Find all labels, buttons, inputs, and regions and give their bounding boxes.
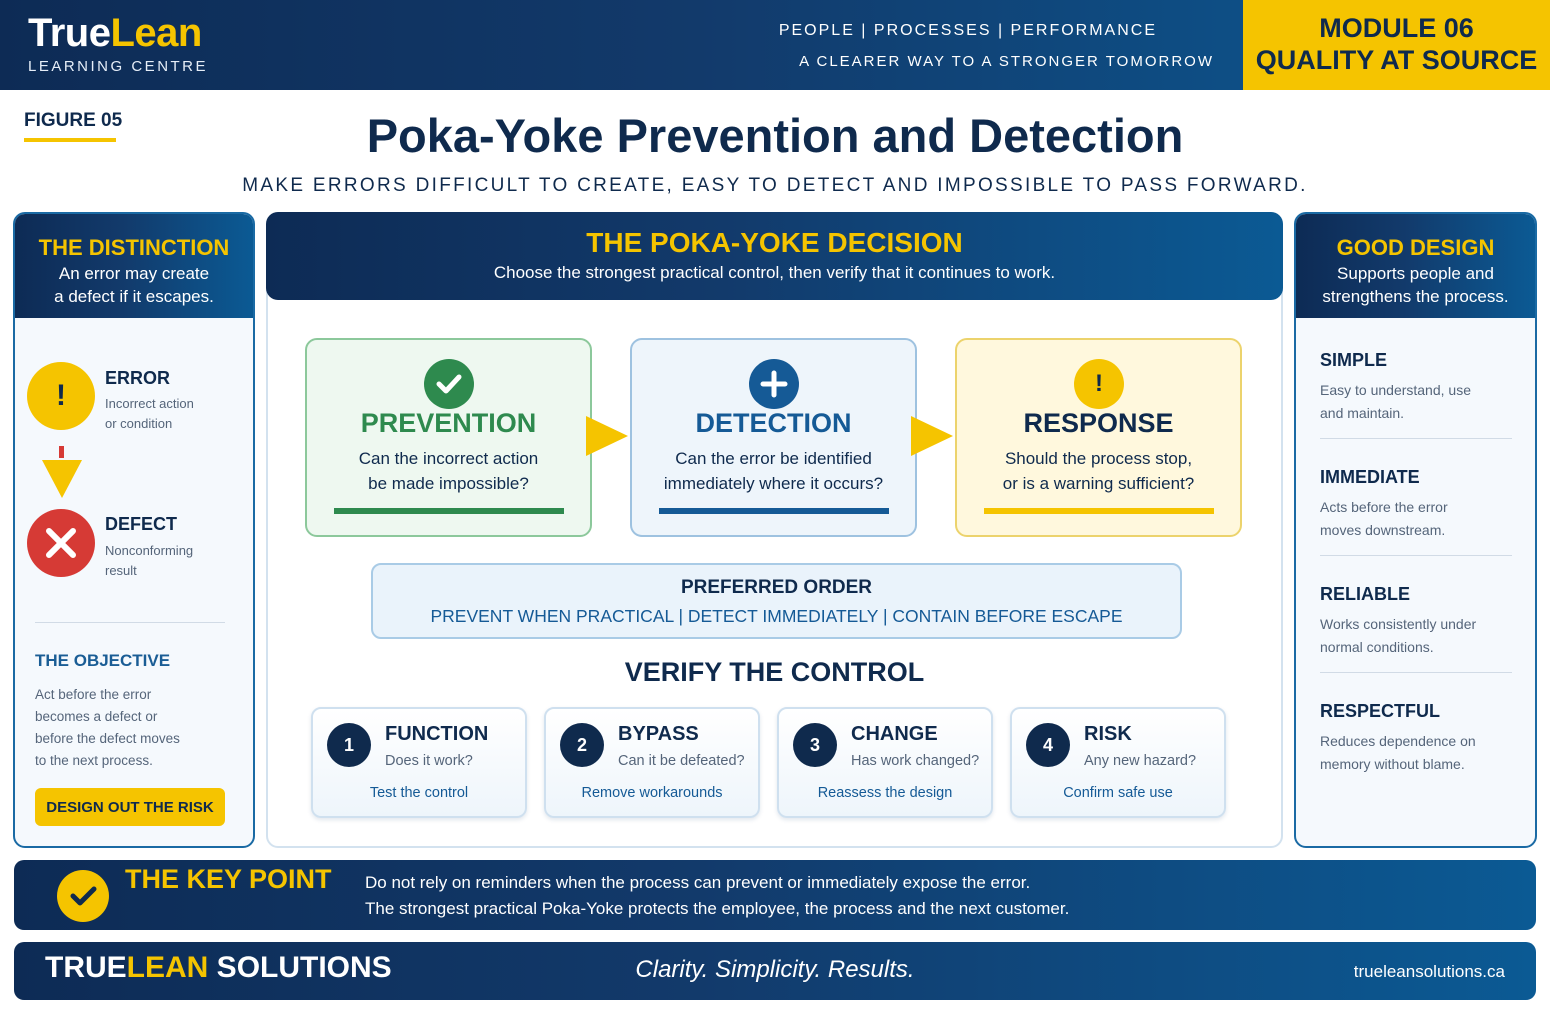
check-icon (57, 870, 109, 922)
good-design-item-title: RELIABLE (1320, 584, 1410, 604)
divider (35, 622, 225, 623)
good-design-item-title: IMMEDIATE (1320, 467, 1420, 487)
brand-name-part1: True (28, 11, 111, 55)
preferred-order-title: PREFERRED ORDER (680, 577, 873, 598)
page-title: Poka-Yoke Prevention and Detection (366, 109, 1184, 162)
key-point-banner (14, 860, 1536, 930)
page-subtitle: MAKE ERRORS DIFFICULT TO CREATE, EASY TO DETECT AND IMPOSSIBLE TO PASS FORWARD. (242, 175, 1308, 196)
objective-line: becomes a defect or (35, 709, 158, 724)
distinction-header (15, 214, 253, 318)
step-number-badge: 4 (1026, 723, 1070, 767)
plus-icon (749, 359, 799, 409)
footer-slogan: Clarity. Simplicity. Results. (635, 956, 915, 983)
distinction-intro-line2: a defect if it escapes. (54, 287, 214, 306)
good-design-item-line: normal conditions. (1320, 639, 1434, 655)
check-action: Confirm safe use (1063, 785, 1173, 801)
step-number-badge: 2 (560, 723, 604, 767)
footer-brand-part2: LEAN (126, 951, 209, 984)
good-design-item-respectful (1320, 701, 1512, 776)
step-number-badge: 3 (793, 723, 837, 767)
preferred-order-text: PREVENT WHEN PRACTICAL | DETECT IMMEDIATELY | CONTAIN BEFORE ESCAPE (430, 606, 1123, 626)
prevention-question (317, 446, 580, 496)
error-title: ERROR (105, 368, 171, 388)
detection-card (630, 338, 917, 537)
check-title: FUNCTION (385, 723, 489, 745)
objective-line: before the defect moves (35, 731, 180, 746)
module-badge (1243, 0, 1550, 90)
error-desc-line1: Incorrect action (105, 396, 194, 411)
figure-label: FIGURE 05 (24, 110, 123, 131)
good-design-item-line: Easy to understand, use (1320, 382, 1471, 398)
divider (1320, 672, 1512, 673)
good-design-intro-line1: Supports people and (1337, 264, 1494, 283)
detection-question (642, 446, 905, 496)
check-title: BYPASS (618, 723, 699, 745)
flow-arrow-icon (911, 416, 953, 456)
check-card-risk (1010, 707, 1226, 818)
check-action: Test the control (369, 785, 469, 801)
check-question: Can it be defeated? (618, 753, 745, 769)
down-arrow-icon (41, 446, 83, 500)
response-question-line1: Should the process stop, (1004, 449, 1193, 468)
objective-line: to the next process. (35, 753, 153, 768)
check-question: Any new hazard? (1084, 753, 1197, 769)
distinction-panel (13, 212, 255, 848)
good-design-item-title: RESPECTFUL (1320, 701, 1441, 721)
prevention-question-line1: Can the incorrect action (358, 449, 539, 468)
brand-subtitle: LEARNING CENTRE (28, 58, 209, 75)
detection-bar (659, 508, 889, 514)
good-design-header (1296, 214, 1535, 318)
brand-name-part2: Lean (110, 11, 202, 55)
check-title: RISK (1084, 723, 1132, 745)
defect-desc-line2: result (105, 563, 137, 578)
preferred-order-box (371, 563, 1182, 639)
defect-description (105, 541, 193, 581)
distinction-heading: THE DISTINCTION (38, 235, 230, 260)
check-title: CHANGE (851, 723, 938, 745)
flow-arrow-icon (586, 416, 628, 456)
header-banner (0, 0, 1550, 90)
detection-question-line2: immediately where it occurs? (663, 474, 884, 493)
prevention-question-line2: be made impossible? (368, 474, 529, 493)
response-title: RESPONSE (1023, 408, 1174, 438)
decision-panel (266, 212, 1283, 848)
check-card-function (311, 707, 527, 818)
brand-logo (28, 10, 208, 75)
divider (1320, 438, 1512, 439)
good-design-item-line: moves downstream. (1320, 522, 1446, 538)
check-icon (424, 359, 474, 409)
good-design-item-line: and maintain. (1320, 405, 1405, 421)
objective-line: Act before the error (35, 687, 152, 702)
check-action: Remove workarounds (581, 785, 723, 801)
check-question: Has work changed? (851, 753, 980, 769)
tagline-primary: PEOPLE | PROCESSES | PERFORMANCE (778, 22, 1157, 39)
response-question (967, 446, 1230, 496)
design-out-risk-button[interactable]: DESIGN OUT THE RISK (35, 788, 225, 826)
good-design-item-immediate (1320, 467, 1512, 542)
check-action: Reassess the design (817, 785, 953, 801)
good-design-panel (1294, 212, 1537, 848)
module-name: QUALITY AT SOURCE (1255, 45, 1538, 75)
brand-name (28, 10, 208, 56)
prevention-card (305, 338, 592, 537)
key-point-line2: The strongest practical Poka-Yoke protects the employee, the process and the next customer. (365, 899, 1070, 918)
step-number-badge: 1 (327, 723, 371, 767)
decision-header (266, 212, 1283, 300)
objective-title: THE OBJECTIVE (35, 651, 171, 670)
objective-text (35, 684, 235, 772)
key-point-line1: Do not rely on reminders when the process can prevent or immediately expose the error. (365, 873, 1031, 892)
good-design-item-reliable (1320, 584, 1512, 659)
good-design-intro-line2: strengthens the process. (1322, 287, 1509, 306)
good-design-item-line: memory without blame. (1320, 756, 1465, 772)
footer-brand-part1: TRUE (45, 951, 127, 984)
footer (14, 942, 1536, 1000)
good-design-item-line: Reduces dependence on (1320, 733, 1476, 749)
key-point-title: THE KEY POINT (125, 864, 332, 894)
tagline-secondary: A CLEARER WAY TO A STRONGER TOMORROW (799, 53, 1214, 70)
good-design-item-line: Works consistently under (1320, 616, 1477, 632)
check-question: Does it work? (385, 753, 473, 769)
decision-intro: Choose the strongest practical control, then verify that it continues to work. (493, 263, 1056, 282)
check-card-bypass (544, 707, 760, 818)
error-warning-icon: ! (27, 362, 95, 430)
defect-title: DEFECT (105, 514, 177, 534)
footer-brand-part3: SOLUTIONS (208, 951, 392, 984)
prevention-title: PREVENTION (360, 408, 537, 438)
response-bar (984, 508, 1214, 514)
good-design-item-line: Acts before the error (1320, 499, 1448, 515)
warning-icon: ! (1074, 359, 1124, 409)
good-design-item-simple (1320, 350, 1512, 425)
response-card (955, 338, 1242, 537)
module-number: MODULE 06 (1319, 13, 1474, 43)
good-design-item-title: SIMPLE (1320, 350, 1388, 370)
defect-x-icon (27, 509, 95, 577)
verify-title: VERIFY THE CONTROL (624, 657, 925, 687)
distinction-intro-line1: An error may create (58, 264, 210, 283)
detection-question-line1: Can the error be identified (675, 449, 872, 468)
good-design-heading: GOOD DESIGN (1336, 235, 1495, 260)
footer-url-link[interactable]: trueleansolutions.ca (1353, 962, 1505, 981)
response-question-line2: or is a warning sufficient? (1002, 474, 1195, 493)
decision-heading: THE POKA-YOKE DECISION (586, 227, 963, 258)
error-description (105, 394, 194, 434)
divider (1320, 555, 1512, 556)
defect-desc-line1: Nonconforming (105, 543, 194, 558)
prevention-bar (334, 508, 564, 514)
detection-title: DETECTION (695, 408, 852, 438)
check-card-change (777, 707, 993, 818)
error-desc-line2: or condition (105, 416, 173, 431)
